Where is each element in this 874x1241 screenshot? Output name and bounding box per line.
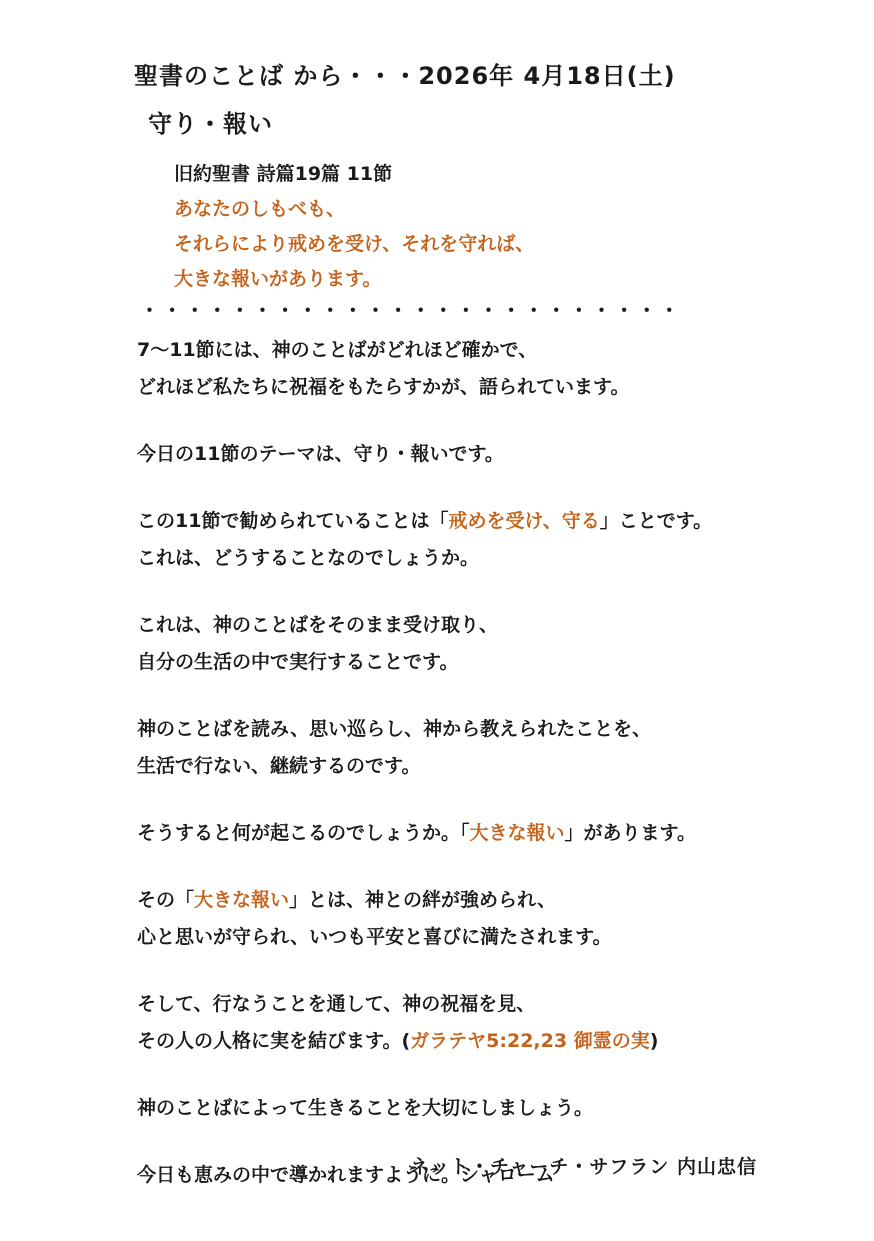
paragraph-line <box>137 815 857 852</box>
text-segment: そうすると何が起こるのでしょうか。「 <box>137 822 470 844</box>
text-segment: 」ことです。 <box>599 510 713 532</box>
highlighted-text: 大きな報い <box>469 822 565 844</box>
text-segment: 今日の11節のテーマは、守り・報いです。 <box>137 443 504 465</box>
page-title: 聖書のことば から・・・2026年 4月18日(土) <box>134 62 676 90</box>
paragraph <box>137 882 857 956</box>
paragraph <box>137 436 857 473</box>
highlighted-text: 戒めを受け、守る <box>448 510 600 532</box>
paragraph-line <box>137 607 857 644</box>
paragraph <box>137 711 857 785</box>
paragraph-line <box>137 1023 857 1060</box>
paragraph-line <box>137 503 857 540</box>
text-segment: 7〜11節には、神のことばがどれほど確かで、 <box>137 339 538 361</box>
text-segment: そして、行なうことを通して、神の祝福を見、 <box>137 993 536 1015</box>
paragraph-line <box>137 748 857 785</box>
text-segment: 生活で行ない、継続するのです。 <box>137 755 421 777</box>
highlighted-text: 大きな報い <box>194 889 290 911</box>
paragraph-line <box>137 369 857 406</box>
scripture-verse <box>174 157 534 297</box>
text-segment: これは、どうすることなのでしょうか。 <box>137 547 480 569</box>
sermon-body <box>137 332 857 1224</box>
text-segment: 自分の生活の中で実行することです。 <box>137 651 459 673</box>
verse-reference: 旧約聖書 詩篇19篇 11節 <box>174 163 393 185</box>
text-segment: 心と思いが守られ、いつも平安と喜びに満たされます。 <box>137 926 612 948</box>
paragraph-line <box>137 1090 857 1127</box>
highlighted-text: ガラテヤ5:22,23 御霊の実 <box>410 1030 650 1052</box>
text-segment: 」とは、神との絆が強められ、 <box>289 889 557 911</box>
text-segment: 」があります。 <box>564 822 697 844</box>
text-segment: 今日も恵みの中で導かれますように。シャローム <box>137 1164 555 1186</box>
verse-line: あなたのしもべも、 <box>174 198 346 220</box>
paragraph-line <box>137 540 857 577</box>
text-segment: この11節で勧められていることは「 <box>137 510 449 532</box>
paragraph-line <box>137 919 857 956</box>
paragraph <box>137 607 857 681</box>
paragraph <box>137 815 857 852</box>
author-signature: ネット・チャーチ・サフラン 内山忠信 <box>410 1156 758 1178</box>
paragraph-line <box>137 332 857 369</box>
paragraph <box>137 332 857 406</box>
paragraph <box>137 986 857 1060</box>
text-segment: 神のことばを読み、思い巡らし、神から教えられたことを、 <box>137 718 652 740</box>
paragraph-line <box>137 644 857 681</box>
text-segment: 神のことばによって生きることを大切にしましょう。 <box>137 1097 594 1119</box>
verse-line: それらにより戒めを受け、それを守れば、 <box>174 233 535 255</box>
text-segment: これは、神のことばをそのまま受け取り、 <box>137 614 499 636</box>
paragraph <box>137 503 857 577</box>
paragraph-line <box>137 882 857 919</box>
dotted-separator: ・・・・・・・・・・・・・・・・・・・・・・・・ <box>140 300 683 322</box>
text-segment: その「 <box>137 889 195 911</box>
verse-line: 大きな報いがあります。 <box>174 268 382 290</box>
text-segment: どれほど私たちに祝福をもたらすかが、語られています。 <box>137 376 630 398</box>
paragraph <box>137 1090 857 1127</box>
paragraph-line <box>137 986 857 1023</box>
paragraph-line <box>137 711 857 748</box>
text-segment: ) <box>649 1030 659 1052</box>
paragraph-line <box>137 436 857 473</box>
page-subtitle: 守り・報い <box>148 110 273 138</box>
text-segment: その人の人格に実を結びます。( <box>137 1030 411 1052</box>
